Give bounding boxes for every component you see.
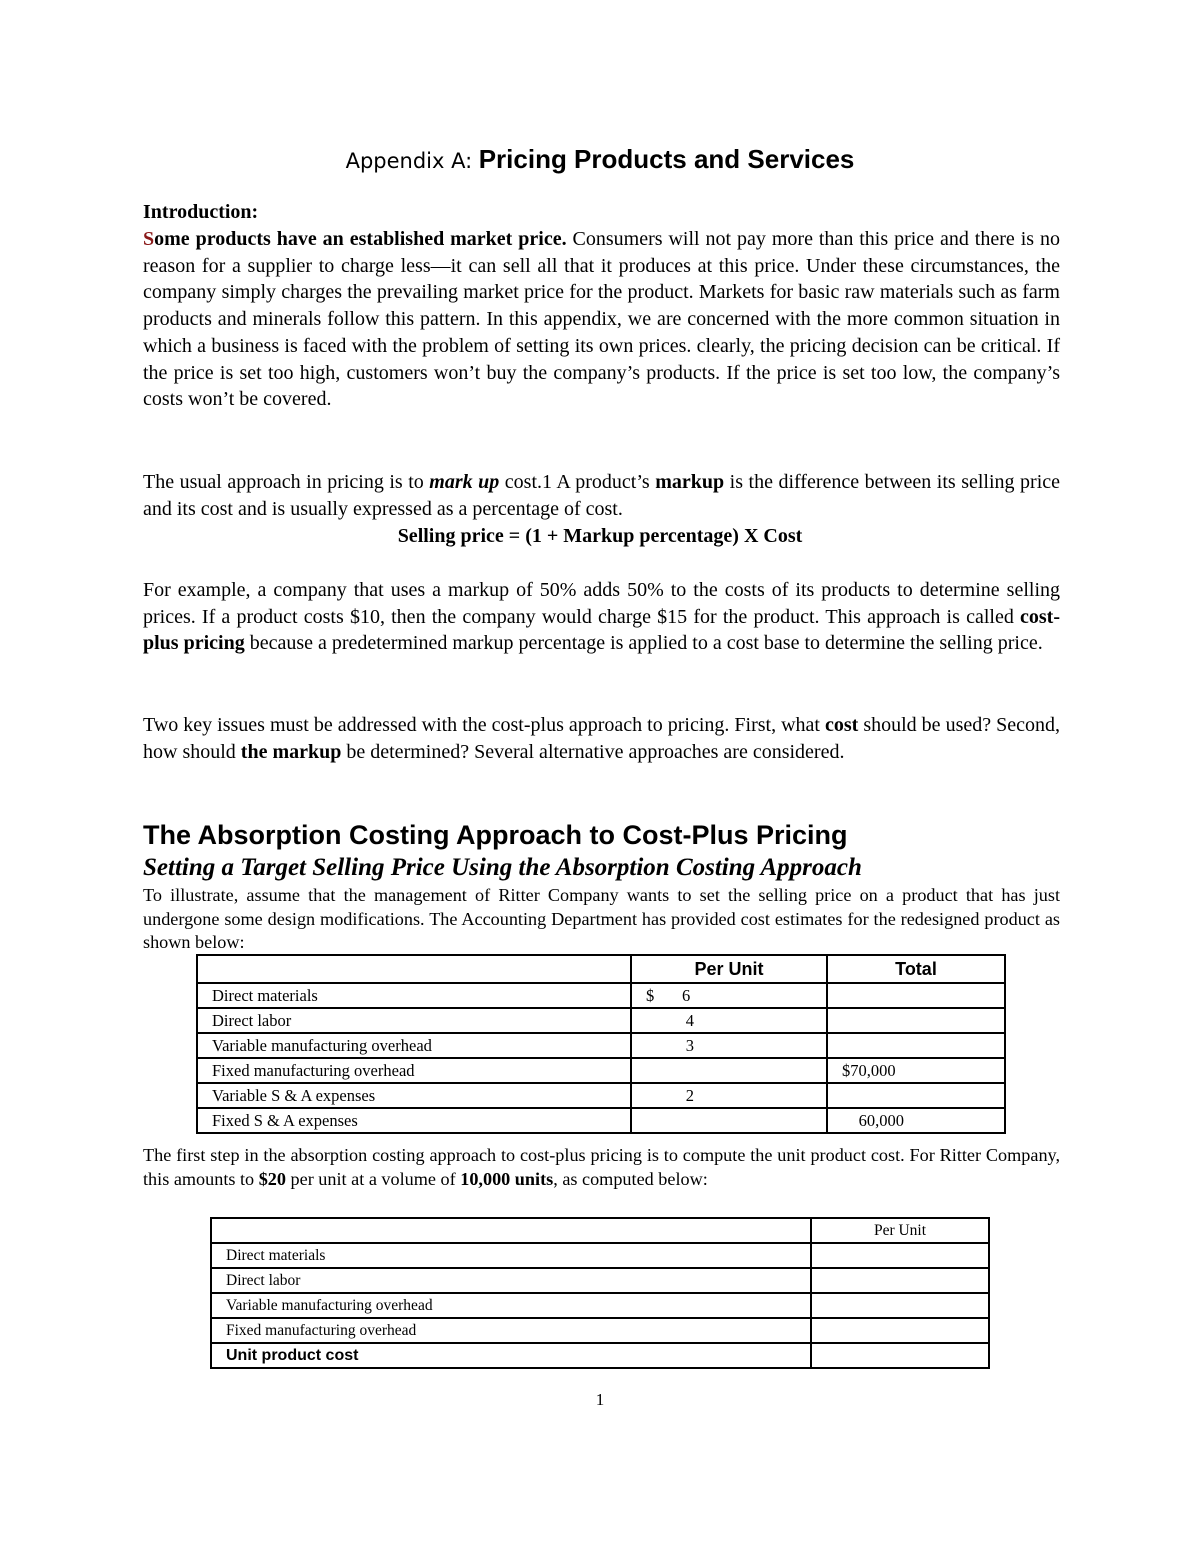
page-title (0, 143, 1200, 177)
sp2-amount: $20 (258, 1168, 286, 1189)
per-unit-value: 3 (685, 1036, 694, 1055)
p2-mark-up: mark up (429, 471, 500, 493)
intro-paragraph-3 (143, 577, 1060, 657)
table-header-blank (197, 955, 631, 983)
p4-markup: the markup (240, 740, 342, 763)
row-per-unit (631, 1108, 827, 1133)
sp2-units: 10,000 units (460, 1168, 554, 1189)
p4-cost: cost (824, 714, 859, 736)
intro-paragraph-1-text: Consumers will not pay more than this price and there is no reason for a supplier to charge less—it can sell all that it produces at this price. Under these circumstances, the company simply charges the prevailing market price for the product. Markets for basic raw materials such as farm products and minerals follow this pattern. In this appendix, we are concerned with the more common situation in which a business is faced with the problem of setting its own prices. clearly, the pricing decision can be critical. If the price is set too high, customers won’t buy the company’s products. If the price is set too low, the company’s costs won’t be covered. (143, 228, 1060, 411)
row-per-unit (631, 1033, 827, 1058)
total-value: 60,000 (858, 1111, 904, 1130)
title-prefix: Appendix A: (345, 149, 473, 173)
dollar-sign: $ (646, 986, 655, 1005)
lead-bold-text: ome products have an established market price. (154, 228, 567, 250)
total-value (811, 1343, 989, 1368)
p2-text-a: The usual approach in pricing is to (143, 471, 424, 493)
section-subheading: Setting a Target Selling Price Using the Absorption Costing Approach (143, 854, 862, 881)
row-label: Direct materials (211, 1243, 811, 1268)
table-row (211, 1293, 989, 1318)
intro-paragraph-1 (143, 226, 1060, 413)
row-per-unit (631, 1058, 827, 1083)
per-unit-value: 2 (685, 1086, 694, 1105)
table-header-per-unit: Per Unit (631, 955, 827, 983)
row-label: Fixed manufacturing overhead (211, 1318, 811, 1343)
unit-product-cost-table (210, 1217, 990, 1369)
p3-cost-plus: cost-plus pricing (143, 605, 1060, 655)
row-label: Variable manufacturing overhead (211, 1293, 811, 1318)
intro-paragraph-2 (143, 469, 1060, 522)
table-header-total: Total (827, 955, 1005, 983)
header-blank (211, 1218, 811, 1243)
table-header-row (211, 1218, 989, 1243)
lead-initial: S (143, 228, 155, 250)
p4-text-a: Two key issues must be addressed with the cost-plus approach to pricing. First, what (143, 714, 820, 736)
row-total (827, 983, 1005, 1008)
total-label: Unit product cost (211, 1343, 811, 1368)
row-label: Fixed S & A expenses (197, 1108, 631, 1133)
per-unit-value: 4 (685, 1011, 694, 1030)
row-label: Direct labor (211, 1268, 811, 1293)
selling-price-formula: Selling price = (1 + Markup percentage) X Cost (397, 525, 803, 547)
intro-paragraph-4 (143, 712, 1060, 765)
row-total (827, 1033, 1005, 1058)
row-value (811, 1318, 989, 1343)
table-row (197, 1108, 1005, 1133)
intro-heading: Introduction: (143, 201, 259, 223)
table-row (197, 983, 1005, 1008)
table-row (197, 1083, 1005, 1108)
cost-estimates-table (196, 954, 1006, 1134)
table-row (211, 1243, 989, 1268)
row-total (827, 1083, 1005, 1108)
table-header-per-unit: Per Unit (811, 1218, 989, 1243)
p3-text-b: because a predetermined markup percentage is applied to a cost base to determine the selling price. (249, 632, 1043, 655)
p4-text-b: should be used? Second, how should (143, 714, 1060, 763)
section-heading: The Absorption Costing Approach to Cost-Plus Pricing (143, 820, 848, 850)
p2-text-b: cost.1 A product’s (504, 471, 650, 493)
row-label: Fixed manufacturing overhead (197, 1058, 631, 1083)
p2-text-c: is the difference between its selling price and its cost and is usually expressed as a percentage of cost. (143, 471, 1061, 520)
row-label: Direct materials (197, 983, 631, 1008)
row-label: Variable manufacturing overhead (197, 1033, 631, 1058)
table-row (197, 1033, 1005, 1058)
row-per-unit (631, 983, 827, 1008)
row-value (811, 1293, 989, 1318)
section-paragraph-2 (143, 1144, 1060, 1191)
table-row (211, 1268, 989, 1293)
sp2-text-b: per unit at a volume of (290, 1168, 456, 1189)
section-paragraph-1: To illustrate, assume that the management of Ritter Company wants to set the selling price on a product that has just undergone some design modifications. The Accounting Department has provided cost estimates for the redesigned product as shown below: (143, 885, 1060, 952)
row-value (811, 1268, 989, 1293)
table-row (197, 1058, 1005, 1083)
row-label: Variable S & A expenses (197, 1083, 631, 1108)
row-total (827, 1108, 1005, 1133)
p3-text-a: For example, a company that uses a markup of 50% adds 50% to the costs of its products to determine selling prices. If a product costs $10, then the company would charge $15 for the product. This approach is called (143, 579, 1060, 628)
row-label: Direct labor (197, 1008, 631, 1033)
p4-text-c: be determined? Several alternative approaches are considered. (346, 740, 845, 763)
sp2-text-a: The first step in the absorption costing approach to cost-plus pricing is to compute the unit product cost. For Ritter Company, this amounts to (143, 1145, 1060, 1189)
row-value (811, 1243, 989, 1268)
row-total (827, 1008, 1005, 1033)
row-per-unit (631, 1008, 827, 1033)
page-number: 1 (595, 1390, 605, 1409)
row-per-unit (631, 1083, 827, 1108)
p2-markup: markup (655, 471, 725, 493)
total-value: $70,000 (842, 1061, 896, 1080)
per-unit-value: 6 (682, 986, 691, 1005)
sp2-text-c: , as computed below: (553, 1168, 708, 1189)
row-total (827, 1058, 1005, 1083)
table-row (197, 1008, 1005, 1033)
table-header-row (197, 955, 1005, 983)
table-total-row (211, 1343, 989, 1368)
title-main: Pricing Products and Services (478, 144, 855, 174)
table-row (211, 1318, 989, 1343)
